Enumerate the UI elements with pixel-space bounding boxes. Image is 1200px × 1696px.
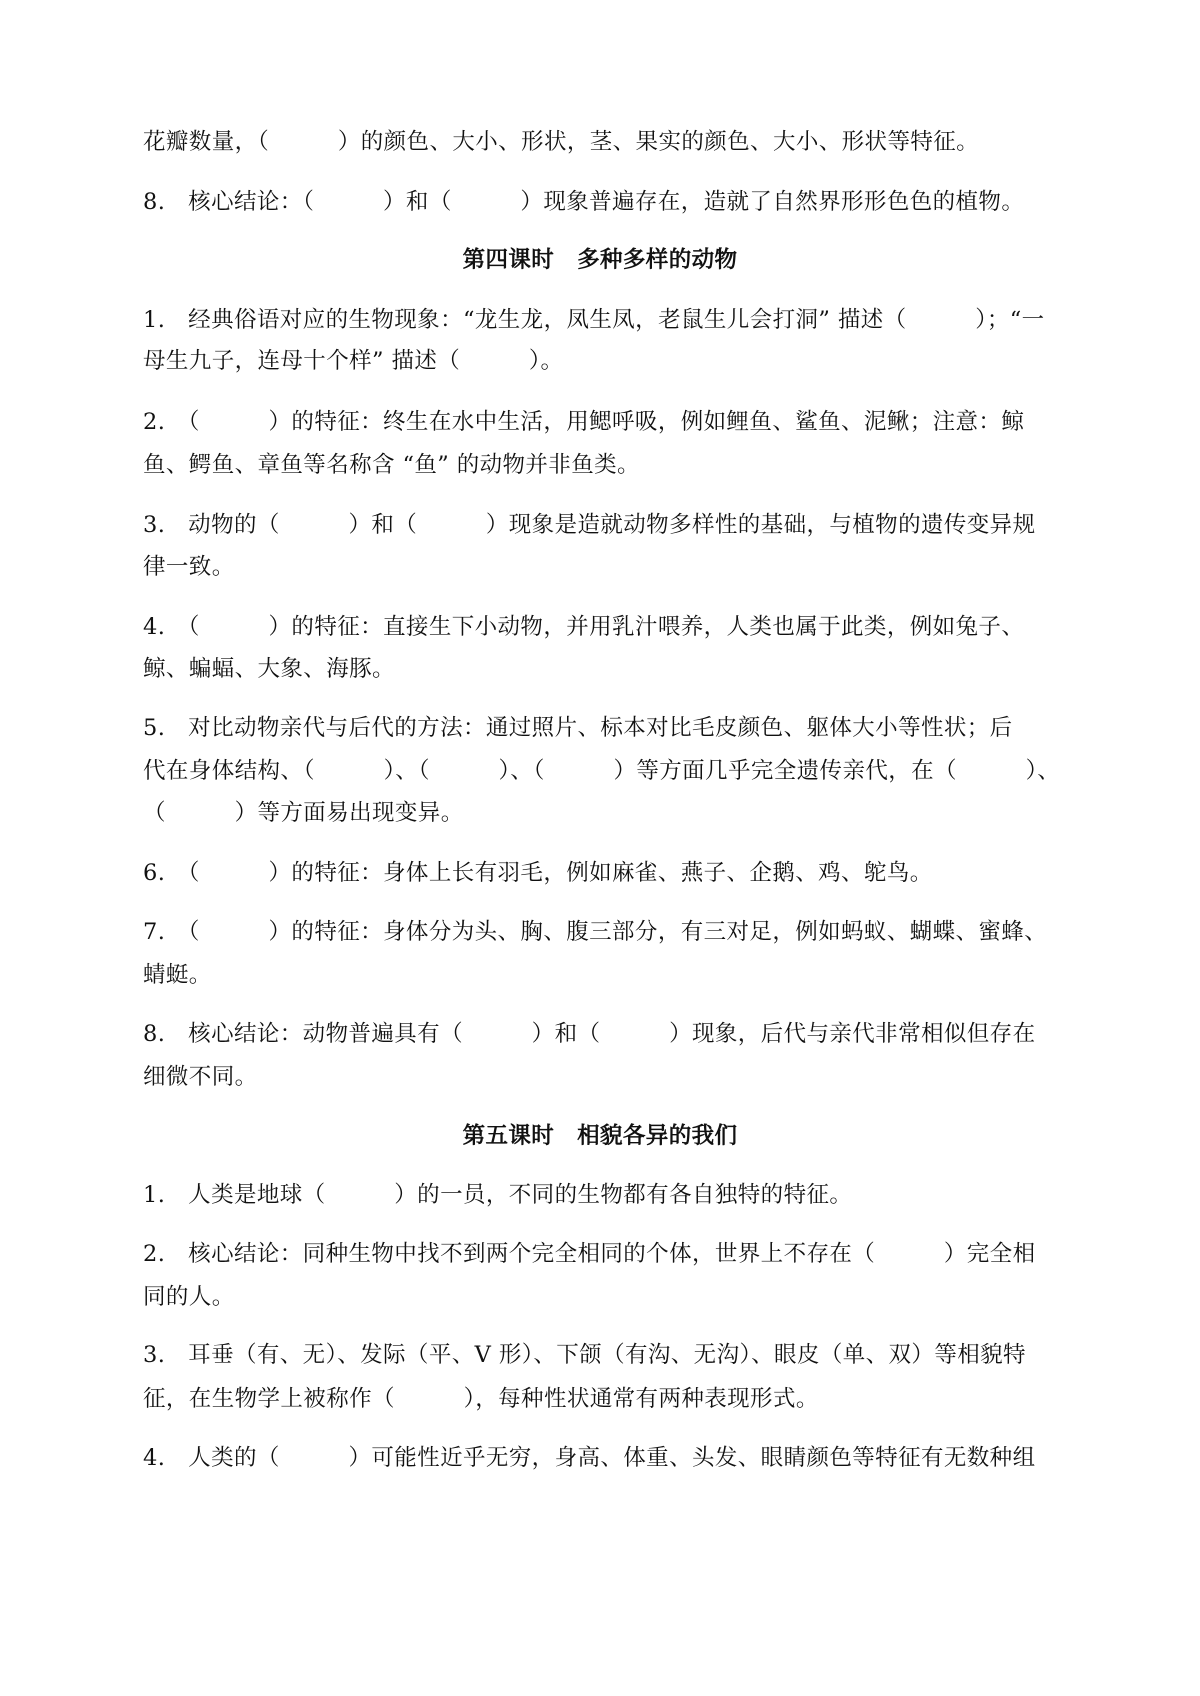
- text-line: 鱼、鳄鱼、章鱼等名称含 “鱼” 的动物并非鱼类。: [143, 452, 640, 478]
- text-line: 征，在生物学上被称作（ ），每种性状通常有两种表现形式。: [143, 1386, 819, 1412]
- text-line: 3. 耳垂（有、无）、发际（平、V 形）、下颌（有沟、无沟）、眼皮（单、双）等相貌特: [143, 1342, 1026, 1368]
- text-line: 同的人。: [143, 1284, 235, 1310]
- text-line: 代在身体结构、（ ）、（ ）、（ ）等方面几乎完全遗传亲代，在（ ）、: [143, 758, 1061, 784]
- text-line: 2. 核心结论：同种生物中找不到两个完全相同的个体，世界上不存在（ ）完全相: [143, 1241, 1036, 1267]
- text-line: （ ）等方面易出现变异。: [143, 800, 464, 826]
- text-line: 7. （ ）的特征：身体分为头、胸、腹三部分，有三对足，例如蚂蚁、蝴蝶、蜜蜂、: [143, 919, 1048, 945]
- text-line: 1. 人类是地球（ ）的一员，不同的生物都有各自独特的特征。: [143, 1182, 853, 1208]
- section-heading: 第四课时 多种多样的动物: [462, 247, 738, 273]
- section-heading: 第五课时 相貌各异的我们: [462, 1123, 738, 1149]
- text-line: 3. 动物的（ ）和（ ）现象是造就动物多样性的基础，与植物的遗传变异规: [143, 512, 1036, 538]
- text-line: 8. 核心结论：动物普遍具有（ ）和（ ）现象，后代与亲代非常相似但存在: [143, 1021, 1036, 1047]
- text-line: 花瓣数量，（ ）的颜色、大小、形状，茎、果实的颜色、大小、形状等特征。: [143, 129, 980, 155]
- text-line: 细微不同。: [143, 1064, 258, 1090]
- text-line: 律一致。: [143, 554, 235, 580]
- text-line: 8. 核心结论：（ ）和（ ）现象普遍存在，造就了自然界形形色色的植物。: [143, 189, 1025, 215]
- text-line: 1. 经典俗语对应的生物现象：“龙生龙，凤生凤，老鼠生儿会打洞” 描述（ ）；“一: [143, 307, 1045, 333]
- text-line: 4. （ ）的特征：直接生下小动物，并用乳汁喂养，人类也属于此类，例如兔子、: [143, 614, 1025, 640]
- text-line: 5. 对比动物亲代与后代的方法：通过照片、标本对比毛皮颜色、躯体大小等性状；后: [143, 715, 1013, 741]
- text-line: 6. （ ）的特征：身体上长有羽毛，例如麻雀、燕子、企鹅、鸡、鸵鸟。: [143, 860, 933, 886]
- text-line: 2. （ ）的特征：终生在水中生活，用鳃呼吸，例如鲤鱼、鲨鱼、泥鳅；注意：鲸: [143, 409, 1025, 435]
- text-line: 鲸、蝙蝠、大象、海豚。: [143, 656, 395, 682]
- text-line: 母生九子，连母十个样” 描述（ ）。: [143, 348, 564, 374]
- text-line: 蜻蜓。: [143, 962, 212, 988]
- text-line: 4. 人类的（ ）可能性近乎无穷，身高、体重、头发、眼睛颜色等特征有无数种组: [143, 1445, 1036, 1471]
